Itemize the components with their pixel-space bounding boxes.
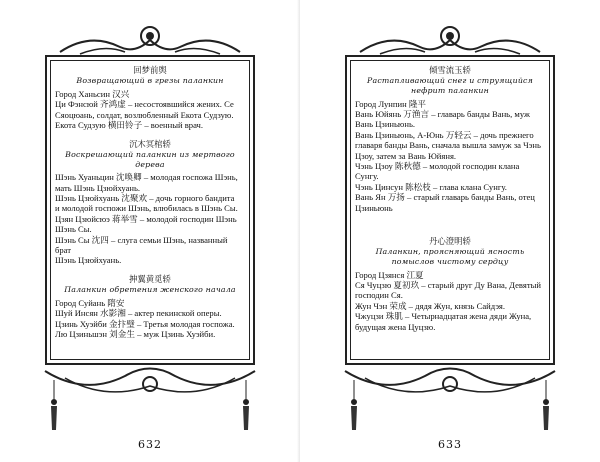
list-item: Город Цзянся 江夏: [355, 269, 424, 280]
list-item: Екота Судзую 横田铃子 – военный врач.: [55, 120, 204, 131]
bottom-ornament: [325, 356, 575, 426]
list-item: Шэнь Сы 沈四 – слуга семьи Шэнь, названный брат: [55, 234, 228, 256]
list-item: Вань Цзиньюнь, А-Юнь 万轻云 – дочь прежнего: [355, 129, 534, 140]
section-title: 抻翼黄觅轿: [129, 274, 171, 284]
list-item: Ци Фэнсюй 齐鸿虚 – несостоявшийся жених. Се: [55, 99, 234, 110]
section-title: 回梦前舆: [133, 66, 167, 75]
list-item: Вань Цзиньюнь.: [355, 119, 416, 130]
page-number: 633: [438, 438, 462, 451]
list-item: господин Ся.: [355, 290, 403, 301]
list-item: Чжуцзи 珠肌 – Четырнадцатая жена дяди Жуна,: [355, 311, 532, 322]
list-item: Чэнь Цинсун 陈松枝 – глава клана Сунгу.: [355, 181, 507, 192]
list-item: Цзинь Хуэйби 金抃璧 – Третья молодая госпожа.: [55, 318, 235, 329]
list-item: Чэнь Цзоу 陈秋德 – молодой господин клана: [355, 161, 520, 172]
section-subtitle: Растапливающий снег и струящийся нефрит паланкин: [367, 76, 533, 95]
list-item: Шуй Инсян 水影湘 – актер пекинской оперы.: [55, 308, 222, 319]
section-subtitle: Паланкин, проясняющий ясность помыслов чистому сердцу: [375, 247, 525, 267]
section-subtitle: Воскрешающий паланкин из мертвого дерева: [65, 150, 235, 169]
right-page: [300, 0, 600, 462]
page-number: 632: [138, 438, 162, 451]
list-item: Жун Чэн 荣成 – дядя Жун, князь Сайдэя.: [355, 300, 505, 311]
list-item: Цзиньюнь: [355, 202, 393, 213]
tassel-icon: [242, 380, 250, 430]
section-subtitle: Паланкин обретения женского начала: [64, 285, 236, 295]
list-item: Шэнь Хуаньцин 沈唤卿 – молодая госпожа Шэнь,: [55, 172, 238, 183]
section-subtitle: Возвращающий в грезы паланкин: [76, 76, 224, 86]
list-item: Цзян Цзюйсюэ 蒋举雪 – молодой господин Шэнь: [55, 213, 237, 224]
list-item: Вань Юйянь 万渔言 – главарь банды Вань, муж: [355, 109, 530, 119]
list-item: будущая жена Цуцзю.: [355, 321, 436, 332]
section-title: 丹心澄明轿: [429, 237, 471, 247]
bottom-ornament: [25, 356, 275, 426]
list-item: и молодой госпожи Шэнь, влюбилась в Шэнь Сы.: [55, 203, 238, 214]
list-item: Сунгу.: [355, 171, 379, 182]
list-item: Шэнь Цзюйхуань.: [55, 255, 122, 266]
list-item: Город Ханьсин 汉兴: [55, 89, 130, 99]
character-list: [55, 66, 245, 340]
list-item: Сяоцюань, солдат, возлюбленный Екота Судзую.: [55, 109, 234, 120]
list-item: Город Суйань 隋安: [55, 297, 125, 308]
list-item: главаря банды Вань, сначала вышла замуж за Чэнь: [355, 140, 541, 151]
list-item: Шэнь Сы.: [55, 224, 92, 235]
section-title: 倾雪流玉轿: [429, 66, 471, 75]
character-list: [355, 66, 545, 332]
section-title: 沉木冥棺轿: [129, 139, 171, 149]
tassel-icon: [542, 380, 550, 430]
list-item: Лю Цзиньшэн 刘金生 – муж Цзинь Хуэйби.: [55, 329, 216, 340]
tassel-icon: [350, 380, 358, 430]
list-item: Город Лунпин 隆平: [355, 98, 427, 109]
list-item: Цзоу, затем за Вань Юйяня.: [355, 150, 457, 161]
list-item: Шэнь Цзюйхуань 沈聚欢 – дочь горного бандита: [55, 193, 235, 204]
list-item: Ся Чуцзю 夏初玖 – старый друг Ду Вана, Девятый: [355, 280, 541, 291]
list-item: Вань Ян 万扬 – старый главарь банды Вань, отец: [355, 192, 535, 203]
list-item: мать Шэнь Цзюйхуань.: [55, 182, 141, 193]
tassel-icon: [50, 380, 58, 430]
